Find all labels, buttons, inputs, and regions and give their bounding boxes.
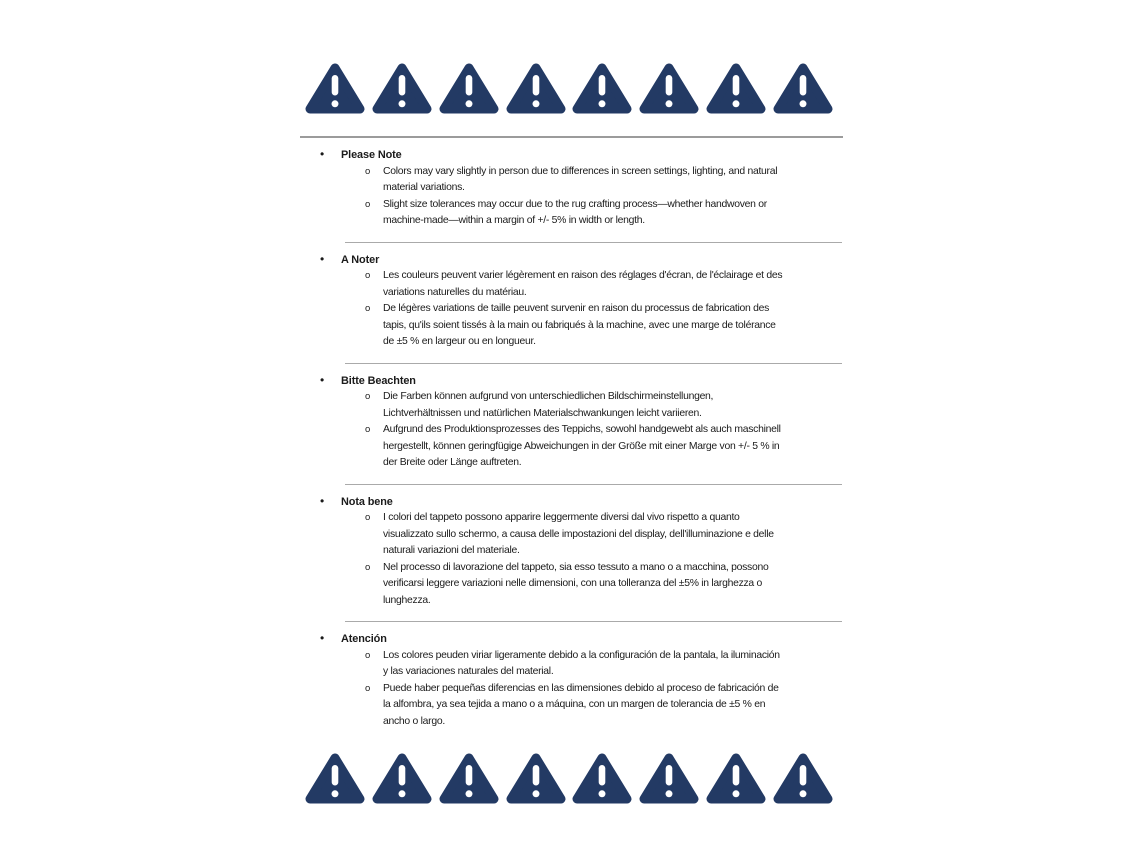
note-text-line: lunghezza. xyxy=(383,594,431,606)
circle-bullet-marker: o xyxy=(365,303,371,314)
circle-bullet-marker: o xyxy=(365,424,371,435)
disc-bullet-marker: • xyxy=(320,251,325,266)
section-heading-it: Nota bene xyxy=(341,495,393,508)
circle-bullet-marker: o xyxy=(365,512,371,523)
section-bitte-beachten xyxy=(300,364,843,484)
section-heading-row xyxy=(300,493,843,511)
note-text-line: Les couleurs peuvent varier légèrement en raison des réglages d'écran, de l'éclairage et des xyxy=(383,270,783,281)
list-item xyxy=(300,648,843,681)
note-text-line: Lichtverhältnissen und natürlichen Materialschwankungen leicht variieren. xyxy=(383,407,702,419)
note-text-line: Slight size tolerances may occur due to the rug crafting process—whether handwoven or xyxy=(383,198,767,210)
section-heading-fr: A Noter xyxy=(341,253,380,266)
warning-triangle-icon xyxy=(305,750,365,805)
section-heading-row xyxy=(300,630,843,648)
note-text-line: Aufgrund des Produktionsprozesses des Teppichs, sowohl handgewebt als auch maschinell xyxy=(383,424,781,435)
list-item xyxy=(300,560,843,610)
circle-bullet-marker: o xyxy=(365,391,371,402)
circle-bullet-marker: o xyxy=(365,649,371,661)
warning-triangle-icon xyxy=(706,60,766,115)
warning-triangle-icon xyxy=(439,60,499,115)
note-text-line: la alfombra, ya sea tejida a mano o a máquina, con un margen de tolerancia de ±5 % en xyxy=(383,699,766,710)
section-heading-en: Please Note xyxy=(341,149,402,161)
note-text-line: naturali variazioni del materiale. xyxy=(383,545,520,556)
circle-bullet-marker: o xyxy=(365,682,371,694)
note-text-line: machine-made—within a margin of +/- 5% in width or length. xyxy=(383,215,645,226)
note-text-line: ancho o largo. xyxy=(383,715,445,727)
warning-triangle-icon xyxy=(572,60,632,115)
note-text-line: de ±5 % en largeur ou en longueur. xyxy=(383,336,536,347)
warning-triangle-row-top xyxy=(305,60,833,116)
note-text-line: Colors may vary slightly in person due to differences in screen settings, lighting, and natural xyxy=(383,165,778,177)
note-text-line: y las variaciones naturales del material. xyxy=(383,666,554,677)
note-text-line: hergestellt, können geringfügige Abweichungen in der Größe mit einer Marge von +/- 5 % in xyxy=(383,440,780,452)
section-heading-row xyxy=(300,146,843,164)
list-item xyxy=(300,268,843,301)
warning-triangle-icon xyxy=(305,60,365,115)
warning-triangle-icon xyxy=(706,750,766,805)
section-heading-row xyxy=(300,251,843,269)
warning-triangle-icon xyxy=(773,750,833,805)
note-text-line: material variations. xyxy=(383,182,465,193)
section-please-note xyxy=(300,138,843,242)
note-text-line: I colori del tappeto possono apparire leggermente diversi dal vivo rispetto a quanto xyxy=(383,512,740,523)
note-text-line: Nel processo di lavorazione del tappeto, sia esso tessuto a mano o a macchina, possono xyxy=(383,561,769,573)
list-item xyxy=(300,389,843,422)
circle-bullet-marker: o xyxy=(365,165,371,177)
list-item xyxy=(300,510,843,560)
section-a-noter xyxy=(300,243,843,363)
warning-triangle-icon xyxy=(639,750,699,805)
list-item xyxy=(300,301,843,351)
section-heading-de: Bitte Beachten xyxy=(341,374,416,387)
disc-bullet-marker: • xyxy=(320,493,325,508)
warning-triangle-icon xyxy=(439,750,499,805)
circle-bullet-marker: o xyxy=(365,561,371,573)
warning-triangle-icon xyxy=(572,750,632,805)
section-nota-bene xyxy=(300,485,843,622)
circle-bullet-marker: o xyxy=(365,198,371,210)
warning-triangle-icon xyxy=(506,60,566,115)
list-item xyxy=(300,681,843,731)
warning-triangle-icon xyxy=(773,60,833,115)
disc-bullet-marker: • xyxy=(320,372,325,387)
list-item xyxy=(300,422,843,472)
note-text-line: variations naturelles du matériau. xyxy=(383,286,527,298)
note-text-line: der Breite oder Länge auftreten. xyxy=(383,457,522,468)
warning-triangle-row-bottom xyxy=(305,750,833,807)
note-text-line: tapis, qu'ils soient tissés à la main ou fabriqués à la machine, avec une marge de tolérance xyxy=(383,319,776,331)
section-heading-row xyxy=(300,372,843,390)
section-heading-es: Atención xyxy=(341,633,387,645)
disc-bullet-marker: • xyxy=(320,631,325,645)
warning-triangle-icon xyxy=(506,750,566,805)
note-text-line: Los colores peuden viriar ligeramente debido a la configuración de la pantala, la iluminación xyxy=(383,649,780,661)
note-text-line: visualizzato sullo schermo, a causa delle impostazioni del display, dell'illuminazione e delle xyxy=(383,528,774,540)
section-atencion xyxy=(300,622,843,742)
note-text-line: Puede haber pequeñas diferencias en las dimensiones debido al proceso de fabricación de xyxy=(383,682,779,694)
circle-bullet-marker: o xyxy=(365,270,371,281)
disc-bullet-marker: • xyxy=(320,147,325,161)
document-content xyxy=(300,0,843,807)
warning-triangle-icon xyxy=(372,60,432,115)
list-item xyxy=(300,164,843,197)
warning-triangle-icon xyxy=(639,60,699,115)
list-item xyxy=(300,197,843,230)
note-text-line: De légères variations de taille peuvent survenir en raison du processus de fabrication des xyxy=(383,303,770,314)
note-text-line: verificarsi leggere variazioni nelle dimensioni, con una tolleranza del ±5% in larghezza o xyxy=(383,578,763,589)
warning-triangle-icon xyxy=(372,750,432,805)
note-text-line: Die Farben können aufgrund von unterschiedlichen Bildschirmeinstellungen, xyxy=(383,391,714,402)
